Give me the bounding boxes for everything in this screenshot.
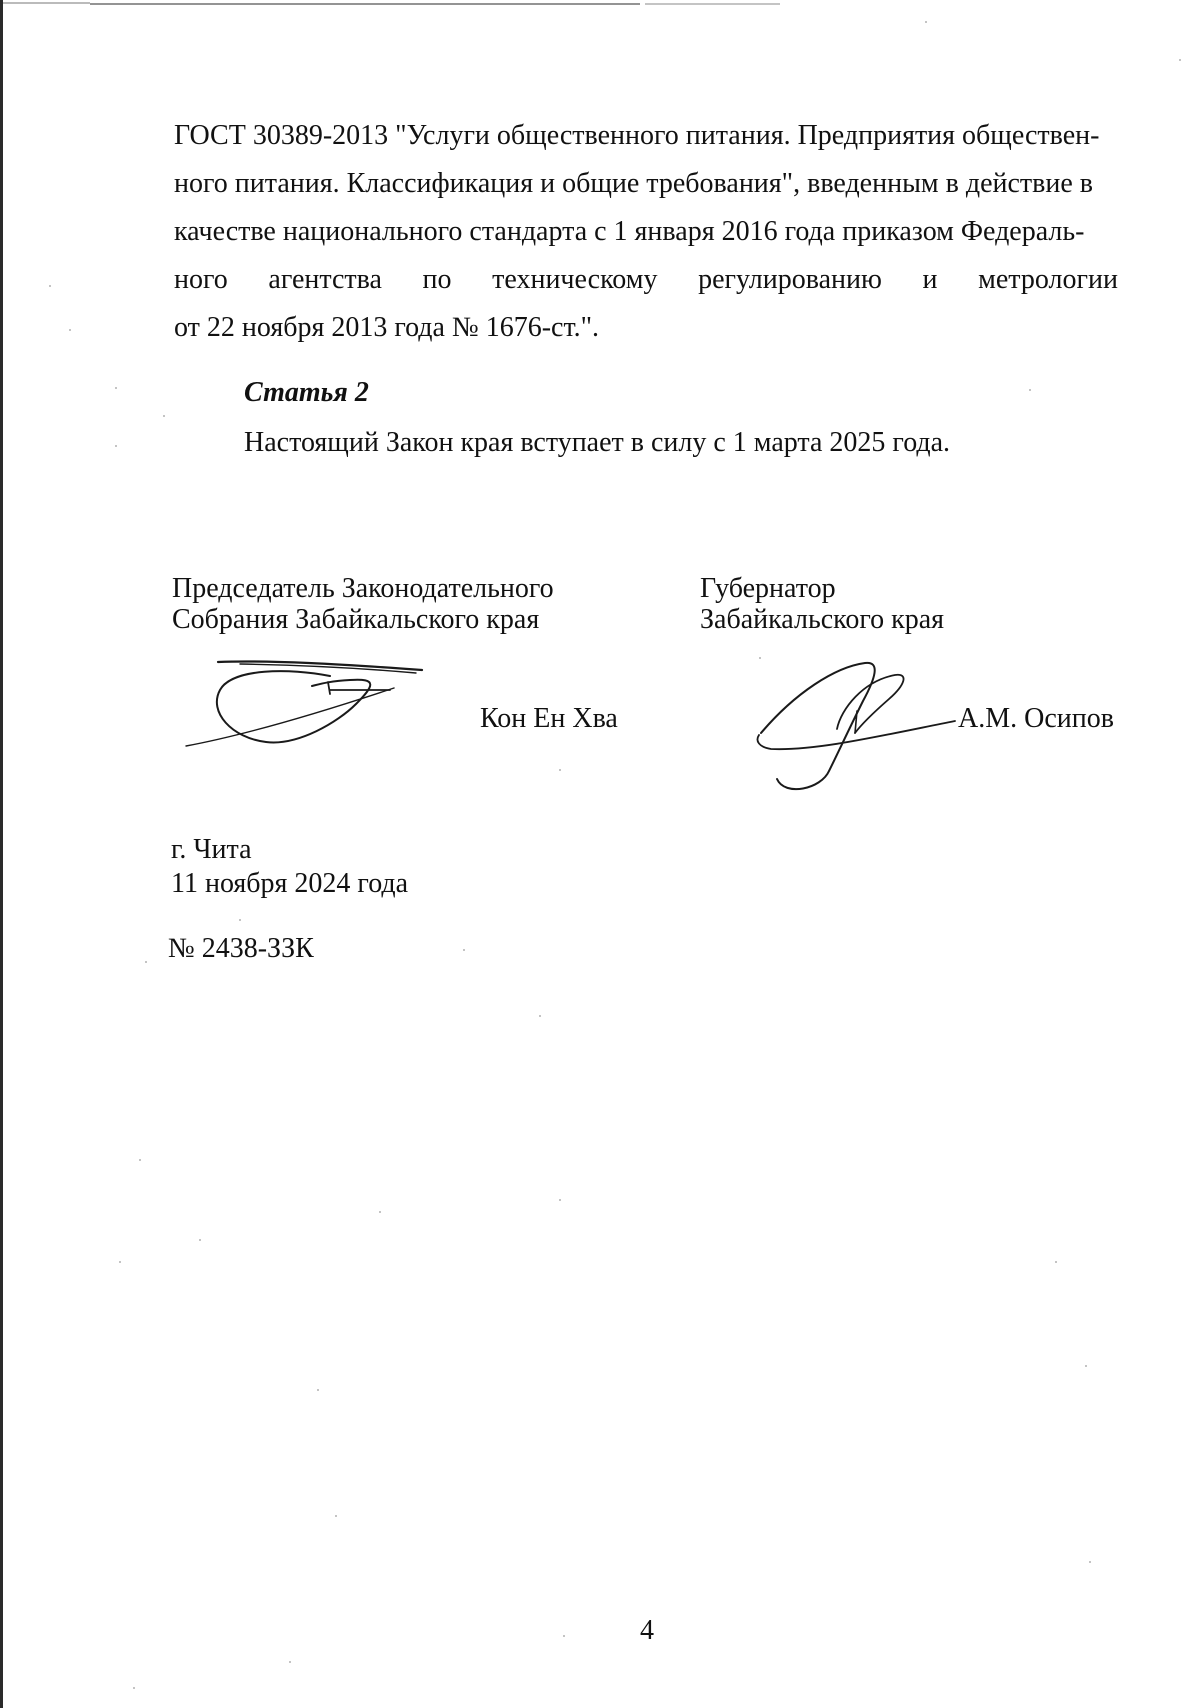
law-number: № 2438-ЗЗК <box>168 933 314 964</box>
paragraph-line-1: ГОСТ 30389-2013 "Услуги общественного питания. Предприятия обществен- <box>174 120 1100 151</box>
justified-word: техническому <box>492 264 658 295</box>
page-number: 4 <box>640 1615 654 1646</box>
paragraph-line-2: ного питания. Классификация и общие требования", введенным в действие в <box>174 168 1094 199</box>
paragraph-line-5: от 22 ноября 2013 года № 1676-ст.". <box>174 312 600 343</box>
article-heading: Статья 2 <box>244 377 369 408</box>
right-signatory-name: А.М. Осипов <box>958 703 1114 734</box>
justified-word: регулированию <box>698 264 882 295</box>
left-handwritten-signature <box>180 650 430 760</box>
left-signatory-title <box>172 573 554 635</box>
right-signatory-title <box>700 573 944 635</box>
place-and-date <box>171 833 408 901</box>
signing-date: 11 ноября 2024 года <box>171 868 409 899</box>
left-title-line-2: Собрания Забайкальского края <box>172 604 540 635</box>
place: г. Чита <box>171 834 252 865</box>
justified-word: ного <box>174 264 228 295</box>
right-handwritten-signature <box>745 655 960 800</box>
scan-left-edge <box>0 0 3 1708</box>
scan-top-edge <box>0 0 1200 12</box>
article-text: Настоящий Закон края вступает в силу с 1 марта 2025 года. <box>244 427 951 458</box>
left-title-line-1: Председатель Законодательного <box>172 573 554 604</box>
justified-word: по <box>422 264 452 295</box>
right-title-line-2: Забайкальского края <box>700 604 945 635</box>
justified-word: агентства <box>268 264 382 295</box>
left-signatory-name: Кон Ен Хва <box>480 703 618 734</box>
paragraph-line-4 <box>174 256 1118 304</box>
paragraph-line-3: качестве национального стандарта с 1 января 2016 года приказом Федераль- <box>174 216 1085 247</box>
justified-word: метрологии <box>978 264 1118 295</box>
justified-word: и <box>922 264 938 295</box>
law-text-paragraph <box>174 112 1118 352</box>
right-title-line-1: Губернатор <box>700 573 836 604</box>
